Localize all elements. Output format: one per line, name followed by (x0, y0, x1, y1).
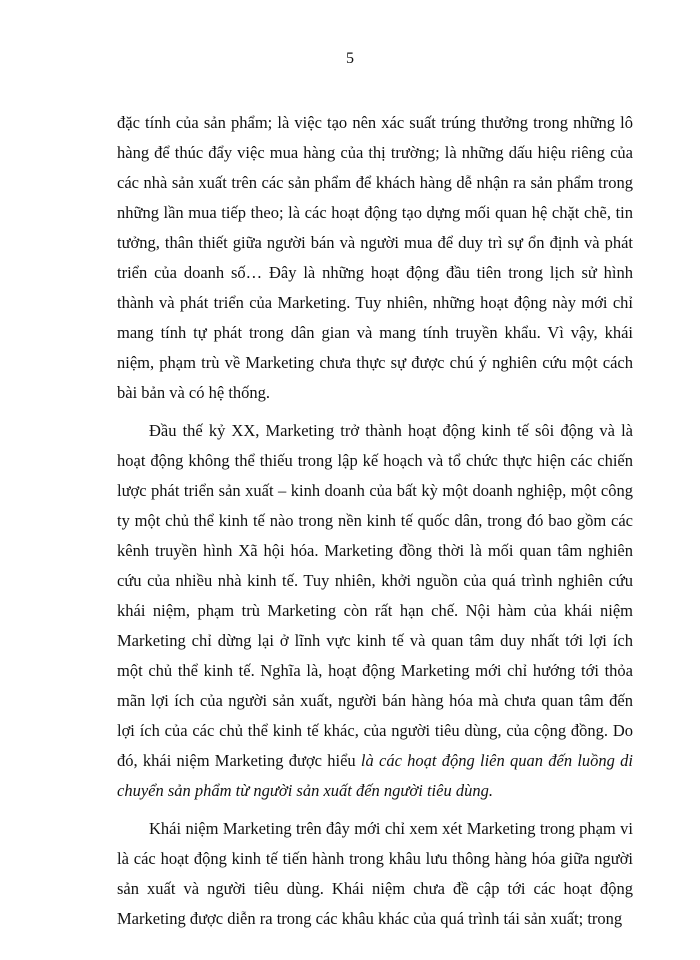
page-number: 5 (346, 50, 354, 67)
paragraph-2-italic-definition: là các hoạt động liên quan đến luồng di chuyển sản phẩm từ người sản xuất đến người tiêu dùng. (117, 751, 633, 800)
paragraph-1-text: đặc tính của sản phẩm; là việc tạo nên xác suất trúng thưởng trong những lô hàng để thúc đẩy việc mua hàng của thị trường; là những dấu hiệu riêng của các nhà sản xuất trên các sản phẩm để khách hàng dễ nhận ra sản phẩm trong những lần mua tiếp theo; là các hoạt động tạo dựng mối quan hệ chặt chẽ, tin tưởng, thân thiết giữa người bán và người mua để duy trì sự ổn định và phát triển của doanh số… Đây là những hoạt động đầu tiên trong lịch sử hình thành và phát triển của Marketing. Tuy nhiên, những hoạt động này mới chỉ mang tính tự phát trong dân gian và mang tính truyền khẩu. Vì vậy, khái niệm, phạm trù về Marketing chưa thực sự được chú ý nghiên cứu một cách bài bản và có hệ thống. (117, 113, 633, 402)
paragraph-3-text: Khái niệm Marketing trên đây mới chỉ xem xét Marketing trong phạm vi là các hoạt động kinh tế tiến hành trong khâu lưu thông hàng hóa giữa người sản xuất và người tiêu dùng. Khái niệm chưa đề cập tới các hoạt động Marketing được diễn ra trong các khâu khác của quá trình tái sản xuất; trong (117, 819, 633, 928)
paragraph-1 (117, 108, 633, 408)
paragraph-3 (117, 814, 633, 934)
paragraph-2 (117, 416, 633, 806)
body-text (117, 108, 633, 942)
paragraph-2-text: Đầu thế kỷ XX, Marketing trở thành hoạt động kinh tế sôi động và là hoạt động không thể thiếu trong lập kế hoạch và tổ chức thực hiện các chiến lược phát triển sản xuất – kinh doanh của bất kỳ một doanh nghiệp, một công ty một chủ thể kinh tế nào trong nền kinh tế quốc dân, trong đó bao gồm các kênh truyền hình Xã hội hóa. Marketing đồng thời là mối quan tâm nghiên cứu của nhiều nhà kinh tế. Tuy nhiên, khởi nguồn của quá trình nghiên cứu khái niệm, phạm trù Marketing còn rất hạn chế. Nội hàm của khái niệm Marketing chỉ dừng lại ở lĩnh vực kinh tế và quan tâm duy nhất tới lợi ích một chủ thể kinh tế. Nghĩa là, hoạt động Marketing mới chỉ hướng tới thỏa mãn lợi ích của người sản xuất, người bán hàng hóa mà chưa quan tâm đến lợi ích của các chủ thể kinh tế khác, của người tiêu dùng, của cộng đồng. Do đó, khái niệm Marketing được hiểu (117, 421, 633, 770)
